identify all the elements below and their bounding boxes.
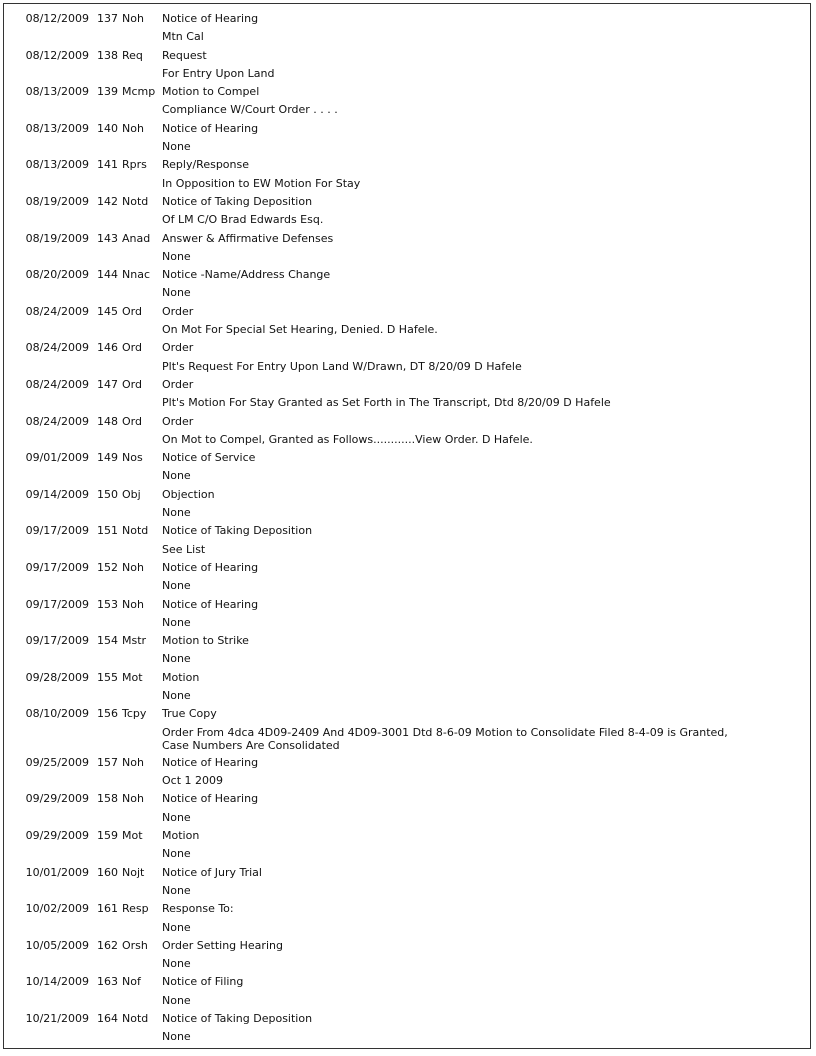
entry-number: 151 [97, 524, 118, 538]
docket-entry-header [4, 522, 810, 540]
docket-entry-header [4, 486, 810, 504]
docket-entry [4, 339, 810, 376]
docket-entry [4, 266, 810, 303]
docket-entry [4, 120, 810, 157]
entry-number: 146 [97, 341, 118, 355]
entry-detail: For Entry Upon Land [162, 66, 275, 80]
docket-entry [4, 10, 810, 47]
docket-entry [4, 705, 810, 754]
entry-detail: None [162, 688, 191, 702]
entry-detail: On Mot For Special Set Hearing, Denied. D Hafele. [162, 323, 438, 337]
entry-date: 09/14/2009 [25, 487, 89, 501]
docket-entry [4, 303, 810, 340]
docket-entry [4, 827, 810, 864]
entry-detail: None [162, 957, 191, 971]
entry-number: 138 [97, 48, 118, 62]
entry-number: 141 [97, 158, 118, 172]
entry-date: 10/14/2009 [25, 975, 89, 989]
entry-detail: None [162, 810, 191, 824]
entry-detail: Compliance W/Court Order . . . . [162, 103, 338, 117]
docket-entry-header [4, 669, 810, 687]
entry-description: Notice -Name/Address Change [162, 268, 331, 282]
entry-date: 08/12/2009 [25, 12, 89, 25]
entry-number: 156 [97, 707, 118, 721]
entry-description: Notice of Service [162, 451, 256, 465]
entry-date: 10/01/2009 [25, 865, 89, 879]
entry-code: Anad [122, 231, 151, 245]
entry-date: 08/20/2009 [25, 268, 89, 282]
entry-description: Order [162, 414, 194, 428]
entry-date: 08/19/2009 [25, 231, 89, 245]
entry-description: Motion to Strike [162, 634, 249, 648]
entry-number: 161 [97, 902, 118, 916]
entry-code: Ord [122, 341, 142, 355]
entry-description: Notice of Hearing [162, 755, 259, 769]
entry-number: 149 [97, 451, 118, 465]
entry-description: Notice of Hearing [162, 597, 259, 611]
entry-code: Notd [122, 1012, 149, 1026]
entry-code: Nojt [122, 865, 145, 879]
docket-entry [4, 864, 810, 901]
docket-entry [4, 486, 810, 523]
entry-detail: None [162, 249, 191, 263]
entry-date: 09/17/2009 [25, 560, 89, 574]
docket-entry-header [4, 156, 810, 174]
entry-detail: Plt's Request For Entry Upon Land W/Drawn, DT 8/20/09 D Hafele [162, 359, 522, 373]
docket-entry-header [4, 10, 810, 28]
docket-entry-header [4, 937, 810, 955]
docket-entry-header [4, 449, 810, 467]
docket-entry-header [4, 973, 810, 991]
docket-entry-header [4, 413, 810, 431]
entry-date: 09/29/2009 [25, 792, 89, 806]
docket-entry [4, 83, 810, 120]
entry-code: Noh [122, 755, 144, 769]
docket-entry [4, 669, 810, 706]
entry-detail: None [162, 1030, 191, 1044]
entry-description: Objection [162, 487, 215, 501]
entry-code: Mstr [122, 634, 147, 648]
entry-code: Ord [122, 414, 142, 428]
entry-description: Order [162, 377, 194, 391]
entry-description: Reply/Response [162, 158, 250, 172]
docket-entry-header [4, 120, 810, 138]
entry-code: Noh [122, 560, 144, 574]
entry-detail: Order From 4dca 4D09-2409 And 4D09-3001 Dtd 8-6-09 Motion to Consolidate Filed 8-4-09 is Granted, Case Numbers Are Consolidated [162, 725, 728, 752]
docket-entry-header [4, 339, 810, 357]
entry-detail: On Mot to Compel, Granted as Follows............View Order. D Hafele. [162, 432, 533, 446]
entry-number: 164 [97, 1012, 118, 1026]
docket-entry [4, 937, 810, 974]
entry-code: Tcpy [122, 707, 147, 721]
docket-entry-header [4, 266, 810, 284]
entry-description: Notice of Filing [162, 975, 244, 989]
entry-description: Response To: [162, 902, 234, 916]
docket-entry [4, 522, 810, 559]
entry-code: Resp [122, 902, 149, 916]
entry-description: Notice of Hearing [162, 792, 259, 806]
entry-date: 08/12/2009 [25, 48, 89, 62]
entry-description: True Copy [162, 707, 217, 721]
entry-code: Mot [122, 829, 143, 843]
entry-date: 09/01/2009 [25, 451, 89, 465]
docket-entry [4, 559, 810, 596]
entry-number: 153 [97, 597, 118, 611]
entry-detail: None [162, 615, 191, 629]
entry-description: Motion [162, 670, 200, 684]
entry-detail: Mtn Cal [162, 30, 204, 44]
entry-code: Obj [122, 487, 141, 501]
entry-detail: See List [162, 542, 206, 556]
entry-date: 08/24/2009 [25, 341, 89, 355]
entry-number: 162 [97, 938, 118, 952]
entry-number: 152 [97, 560, 118, 574]
entry-date: 09/17/2009 [25, 597, 89, 611]
entry-description: Notice of Jury Trial [162, 865, 262, 879]
entry-detail: None [162, 579, 191, 593]
entry-code: Nnac [122, 268, 150, 282]
entry-date: 08/13/2009 [25, 121, 89, 135]
docket-entry [4, 376, 810, 413]
entry-description: Motion [162, 829, 200, 843]
entry-date: 09/17/2009 [25, 524, 89, 538]
entry-code: Req [122, 48, 143, 62]
docket-entry [4, 973, 810, 1010]
entry-date: 08/13/2009 [25, 158, 89, 172]
docket-entry [4, 790, 810, 827]
docket-entry [4, 230, 810, 267]
docket-entry [4, 449, 810, 486]
entry-number: 140 [97, 121, 118, 135]
entry-date: 08/24/2009 [25, 414, 89, 428]
entry-detail: None [162, 652, 191, 666]
entry-code: Nos [122, 451, 143, 465]
entry-number: 139 [97, 85, 118, 99]
entry-number: 148 [97, 414, 118, 428]
docket-entry-header [4, 705, 810, 723]
entry-code: Rprs [122, 158, 147, 172]
entry-description: Notice of Taking Deposition [162, 1012, 313, 1026]
entry-date: 08/24/2009 [25, 377, 89, 391]
docket-entry [4, 193, 810, 230]
entry-date: 09/29/2009 [25, 829, 89, 843]
docket-entry-header [4, 596, 810, 614]
entry-code: Nof [122, 975, 141, 989]
entry-description: Answer & Affirmative Defenses [162, 231, 334, 245]
docket-entry [4, 413, 810, 450]
docket-entry [4, 47, 810, 84]
entry-code: Mot [122, 670, 143, 684]
entry-code: Noh [122, 792, 144, 806]
entry-description: Notice of Hearing [162, 560, 259, 574]
docket-entry-header [4, 559, 810, 577]
docket-entry [4, 1010, 810, 1047]
docket-entry-header [4, 827, 810, 845]
entry-detail: Oct 1 2009 [162, 774, 224, 788]
entry-description: Motion to Compel [162, 85, 260, 99]
docket-entry-header [4, 230, 810, 248]
entry-code: Notd [122, 524, 149, 538]
entry-description: Notice of Hearing [162, 12, 259, 25]
entry-description: Order [162, 304, 194, 318]
entry-number: 142 [97, 194, 118, 208]
docket-entry [4, 754, 810, 791]
docket-entry-header [4, 303, 810, 321]
entry-number: 144 [97, 268, 118, 282]
entry-code: Ord [122, 377, 142, 391]
entry-detail: Of LM C/O Brad Edwards Esq. [162, 213, 324, 227]
docket-entry [4, 900, 810, 937]
entry-detail: None [162, 993, 191, 1007]
entry-number: 157 [97, 755, 118, 769]
entry-description: Notice of Taking Deposition [162, 194, 313, 208]
docket-entry-header [4, 632, 810, 650]
entry-description: Order Setting Hearing [162, 938, 283, 952]
entry-date: 10/05/2009 [25, 938, 89, 952]
docket-frame [3, 3, 811, 1049]
docket-entry [4, 632, 810, 669]
docket-entry-header [4, 193, 810, 211]
entry-code: Orsh [122, 938, 148, 952]
entry-description: Request [162, 48, 207, 62]
entry-number: 145 [97, 304, 118, 318]
entry-description: Order [162, 341, 194, 355]
entry-date: 08/24/2009 [25, 304, 89, 318]
entry-number: 158 [97, 792, 118, 806]
docket-entry [4, 156, 810, 193]
entry-detail: None [162, 140, 191, 154]
entry-detail: None [162, 286, 191, 300]
entry-date: 08/19/2009 [25, 194, 89, 208]
docket-entry-header [4, 900, 810, 918]
entry-date: 08/10/2009 [25, 707, 89, 721]
entry-number: 137 [97, 12, 118, 25]
docket-entry-header [4, 1010, 810, 1028]
entry-description: Notice of Taking Deposition [162, 524, 313, 538]
entry-number: 150 [97, 487, 118, 501]
entry-number: 154 [97, 634, 118, 648]
docket-list [4, 10, 810, 1047]
entry-number: 147 [97, 377, 118, 391]
entry-code: Noh [122, 597, 144, 611]
entry-date: 10/21/2009 [25, 1012, 89, 1026]
entry-number: 159 [97, 829, 118, 843]
entry-detail: None [162, 506, 191, 520]
entry-code: Noh [122, 12, 144, 25]
entry-date: 09/17/2009 [25, 634, 89, 648]
entry-code: Notd [122, 194, 149, 208]
entry-number: 160 [97, 865, 118, 879]
entry-code: Mcmp [122, 85, 156, 99]
entry-detail: None [162, 920, 191, 934]
docket-entry-header [4, 864, 810, 882]
entry-detail: None [162, 883, 191, 897]
entry-detail: None [162, 847, 191, 861]
docket-entry-header [4, 83, 810, 101]
docket-entry-header [4, 47, 810, 65]
docket-entry-header [4, 754, 810, 772]
entry-code: Noh [122, 121, 144, 135]
entry-description: Notice of Hearing [162, 121, 259, 135]
entry-detail: In Opposition to EW Motion For Stay [162, 176, 361, 190]
entry-number: 143 [97, 231, 118, 245]
entry-date: 09/28/2009 [25, 670, 89, 684]
entry-date: 09/25/2009 [25, 755, 89, 769]
entry-number: 163 [97, 975, 118, 989]
docket-entry-header [4, 790, 810, 808]
entry-code: Ord [122, 304, 142, 318]
entry-detail: Plt's Motion For Stay Granted as Set Forth in The Transcript, Dtd 8/20/09 D Hafele [162, 396, 611, 410]
entry-number: 155 [97, 670, 118, 684]
entry-date: 10/02/2009 [25, 902, 89, 916]
docket-entry [4, 596, 810, 633]
docket-entry-header [4, 376, 810, 394]
entry-detail: None [162, 469, 191, 483]
entry-date: 08/13/2009 [25, 85, 89, 99]
